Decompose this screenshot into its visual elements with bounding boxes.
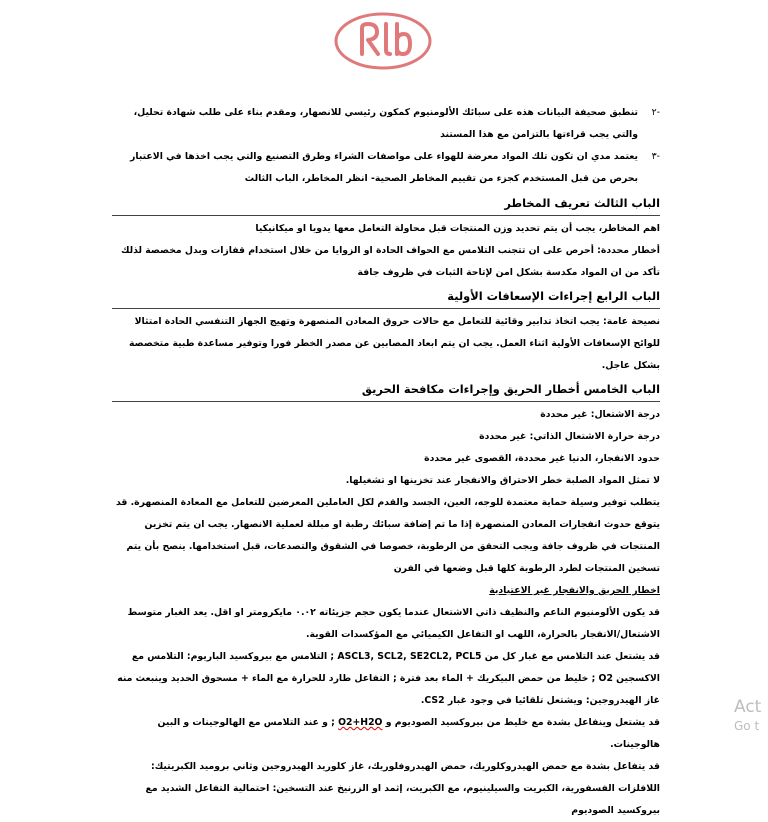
watermark-line-2: Go t bbox=[734, 719, 760, 733]
list-text: يعتمد مدي ان تكون تلك المواد معرضة للهواء على مواصفات الشراء وطرق التصنيع والتي يجب اخذها في الاعتبار بحرص من قبل المستخدم كجزء من تقييم المخاطر الصحية- انظر المخاطر، الباب الثالث bbox=[130, 151, 638, 184]
section-5-ignition bbox=[112, 646, 660, 712]
activation-watermark bbox=[734, 697, 768, 735]
section-5-acids: قد يتفاعل بشدة مع حمض الهيدروكلوريك، حمض الهيدروفلوريك، غاز كلوريد الهيدروجين وثاني بروميد الكبريتيك: اللافلزات الفسفورية، الكبريت والسيلينيوم، مع الكبريت، إثمد او الزرنيخ عند التسخين: احتمالية التفاعل الشديد مع بيروكسيد الصوديوم bbox=[145, 761, 660, 816]
list-number: -٢ bbox=[651, 107, 660, 118]
section-5-subheading: اخطار الحريق والانفجار غير الاعتيادية bbox=[489, 585, 660, 596]
list-item bbox=[112, 146, 660, 190]
chemical-list: ASCL3, SCL2, SE2CL2, PCL5 bbox=[337, 651, 482, 662]
peroxide-text: ; و عند التلامس مع الهالوجينات و البين هالوجينات. bbox=[157, 717, 660, 750]
peroxide-text: قد يشتعل وينفاعل بشدة مع خليط من بيروكسيد الصوديوم و bbox=[382, 717, 660, 728]
ignition-text: ; التلامس مع بيروكسيد الباريوم: التلامس مع الاكسجين bbox=[131, 651, 660, 684]
section-5-line: حدود الانفجار، الدنيا غير محددة، القصوى غير محددة bbox=[424, 453, 660, 464]
section-4-heading: الباب الرابع إجراءات الإسعافات الأولية bbox=[112, 284, 660, 309]
section-3-line: تأكد من ان المواد مكدسة بشكل امن لإتاحة الثبات في ظروف جافة bbox=[357, 267, 660, 278]
ignition-text: قد يشتعل عند التلامس مع غبار كل من bbox=[481, 651, 660, 662]
list-text: تنطبق صحيفة البيانات هذه على سبائك الألومنيوم كمكون رئيسي للانصهار، ومقدم بناء على طلب شهادة تحليل، والتي يجب قراءتها بالتزامن مع هذا المستند bbox=[133, 107, 638, 140]
watermark-line-1: Act bbox=[734, 697, 762, 717]
list-number: -٣ bbox=[651, 151, 660, 162]
section-5-heading: الباب الخامس أخطار الحريق وإجراءات مكافحة الحريق bbox=[112, 377, 660, 402]
ignition-text: ; خليط من حمض البيكريك + الماء بعد فترة ; التفاعل طارد للحرارة مع الماء + مسحوق الحديد وينبعث منه غاز الهيدروجين: ويشتعل تلقائيا في وجود غبار bbox=[117, 673, 660, 706]
list-item bbox=[112, 102, 660, 146]
peroxide-formula: O2+H2O bbox=[338, 717, 383, 728]
section-5-line: لا تمثل المواد الصلبة خطر الاحتراق والانفجار عند تخزينها او تشغيلها. bbox=[345, 475, 660, 486]
section-3-heading: الباب الثالث تعريف المخاطر bbox=[112, 191, 660, 216]
section-3-line: أخطار محددة: أحرص على ان تتجنب التلامس مع الحواف الحادة او الزوايا من خلال استخدام قفازات وبدل مخصصة لذلك bbox=[121, 245, 660, 256]
oxygen-formula: O2 bbox=[598, 673, 613, 684]
document-body bbox=[112, 102, 660, 822]
section-4-text: نصيحة عامة: يجب اتخاذ تدابير وقائية للتعامل مع حالات حروق المعادن المنصهرة وتهيج الجهاز التنفسي الحادة امتثالا للوائح الإسعافات الأولية اثناء العمل. يجب ان يتم ابعاد المصابين عن مصدر الخطر فورا وتوفير مساعدة طبية متخصصة بشكل عاجل. bbox=[129, 316, 660, 371]
rlb-logo bbox=[332, 10, 434, 72]
section-5-line: درجة الاشتعال: غير محددة bbox=[540, 409, 660, 420]
section-5-peroxide bbox=[112, 712, 660, 756]
section-5-paragraph: يتطلب توفير وسيلة حماية معتمدة للوجه، العين، الجسد والقدم لكل العاملين المعرضين للتعامل مع المعادة المنصهرة. قد يتوقع حدوث انفجارات المعادن المنصهرة إذا ما تم إضافة سبائك رطبة او مبللة لعملية الانصهار. يجب ان يتم تخزين المنتجات في ظروف جافة ويجب التحقق من الرطوبة، خصوصا في الشقوق والتصدعات، قبل استخدامها. ينصح بأن يتم تسخين المنتجات لطرد الرطوبة كلها قبل وضعها في الفرن bbox=[115, 497, 660, 574]
cs2-formula: CS2 bbox=[424, 695, 445, 706]
ignition-end: . bbox=[420, 695, 425, 706]
section-5-line: درجة حرارة الاشتعال الذاتي: غير محددة bbox=[479, 431, 660, 442]
section-5-dust: قد يكون الألومنيوم الناعم والنظيف ذاتي الاشتعال عندما يكون حجم جزيئاته ٠.٠٢ مايكرومتر او اقل. يعد الغبار متوسط الاشتعال/الانفجار بالحرارة، اللهب او التفاعل الكيميائي مع المؤكسدات القوية. bbox=[127, 607, 660, 640]
section-3-line: اهم المخاطر، يجب أن يتم تحديد وزن المنتجات قبل محاولة التعامل معها يدويا او ميكانيكيا bbox=[255, 223, 660, 234]
